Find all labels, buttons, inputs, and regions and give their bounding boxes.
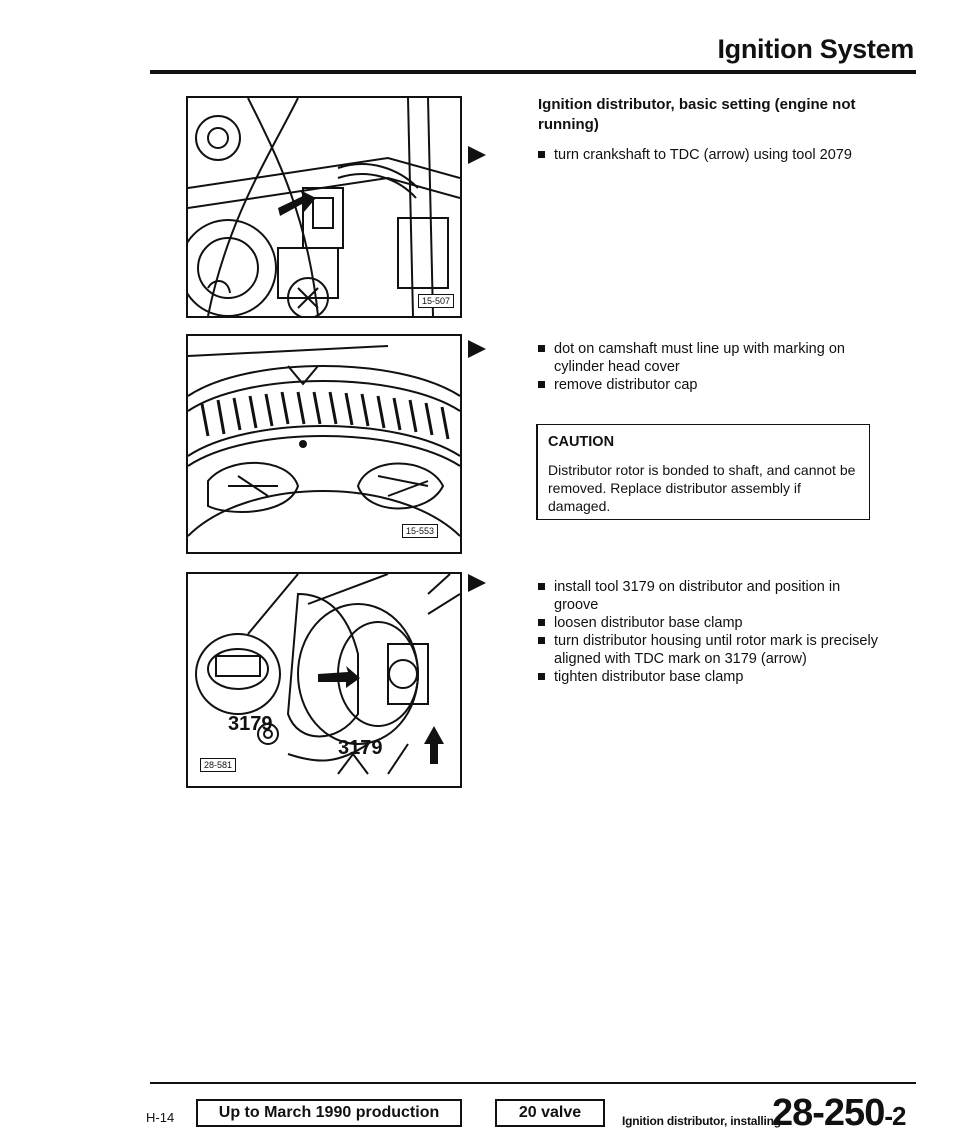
figure-code: 28-581 (200, 758, 236, 772)
section-title: Ignition distributor, basic setting (engine not running) (538, 96, 856, 133)
page-reference: H-14 (146, 1110, 175, 1125)
step-3-list (538, 578, 878, 686)
figure-1-illustration (188, 98, 460, 316)
list-item-text: install tool 3179 on distributor and position in groove (554, 579, 841, 613)
list-item-text: remove distributor cap (554, 377, 698, 393)
page-number (772, 1092, 905, 1135)
bullet-icon (538, 637, 545, 644)
page-title: Ignition System (717, 34, 914, 64)
list-item-text: tighten distributor base clamp (554, 669, 744, 685)
caution-box (536, 424, 870, 520)
caution-title: CAUTION (548, 434, 615, 450)
figure-code: 15-553 (402, 524, 438, 538)
footer-rule (150, 1082, 916, 1084)
bullet-icon (538, 345, 545, 352)
list-item (538, 632, 878, 668)
bullet-icon (538, 619, 545, 626)
page-number-main: 28-250 (772, 1092, 885, 1134)
step-1-list (538, 146, 878, 164)
step-arrow-icon (468, 340, 486, 358)
step-arrow-icon (468, 146, 486, 164)
list-item-text: dot on camshaft must line up with marking on cylinder head cover (554, 341, 845, 375)
list-item-text: loosen distributor base clamp (554, 615, 743, 631)
figure-distributor-tool (186, 96, 462, 318)
list-item (538, 578, 878, 614)
figure-code: 15-507 (418, 294, 454, 308)
list-item (538, 668, 878, 686)
figure-3-illustration (188, 574, 460, 786)
list-item (538, 146, 878, 164)
figure-camshaft-mark (186, 334, 462, 554)
step-2-list (538, 340, 878, 394)
header-rule (150, 70, 916, 74)
bullet-icon (538, 381, 545, 388)
bullet-icon (538, 673, 545, 680)
list-item (538, 614, 878, 632)
tool-label: 3179 (228, 713, 273, 735)
list-item (538, 376, 878, 394)
bullet-icon (538, 583, 545, 590)
engine-badge: 20 valve (495, 1099, 605, 1127)
step-arrow-icon (468, 574, 486, 592)
page-number-sub: -2 (884, 1101, 906, 1131)
list-item-text: turn distributor housing until rotor mark is precisely aligned with TDC mark on 3179 (arrow) (554, 633, 878, 667)
footer-topic: Ignition distributor, installing (622, 1114, 781, 1128)
bullet-icon (538, 151, 545, 158)
figure-tool-3179 (186, 572, 462, 788)
figure-2-illustration (188, 336, 460, 552)
production-badge: Up to March 1990 production (196, 1099, 462, 1127)
list-item (538, 340, 878, 376)
tool-label: 3179 (338, 737, 383, 759)
list-item-text: turn crankshaft to TDC (arrow) using tool 2079 (554, 147, 852, 163)
caution-text: Distributor rotor is bonded to shaft, and cannot be removed. Replace distributor assembly if damaged. (548, 462, 856, 514)
